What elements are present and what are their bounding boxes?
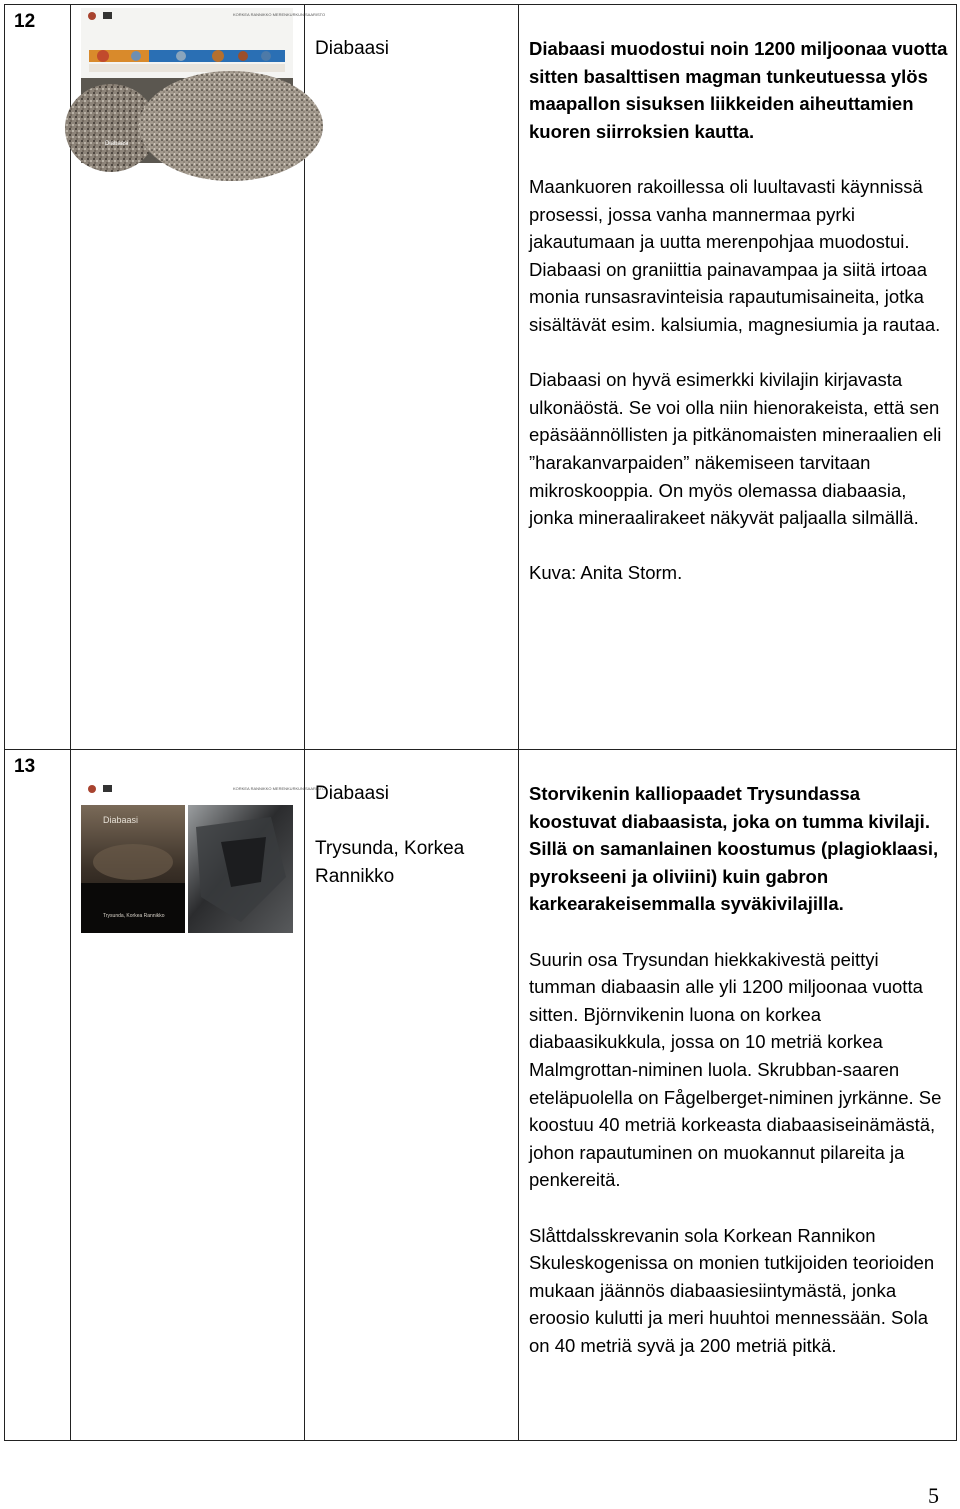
logo-icon	[88, 785, 96, 793]
content-table	[4, 4, 957, 1441]
description-paragraph: Slåttdalsskrevanin sola Korkean Rannikon Skuleskogenissa on monien tutkijoiden teorioiden mukaan jäännös diabaasiesiintymästä, jonka eroosio kulutti ja meri huuhtoi mennessään. Sola on 40 metriä syvä ja 200 metriä pitkä.	[529, 1224, 935, 1356]
slide-logo-text: KORKEA RANNIKKO MERENKURKUN SAARISTO	[233, 786, 326, 791]
diabase-slide-image	[81, 8, 326, 163]
photo-credit: Kuva: Anita Storm.	[529, 562, 683, 584]
description-paragraph: Maankuoren rakoillessa oli luultavasti käynnissä prosessi, jossa vanha mannermaa pyrki jakautumaan ja uutta merenpohjaa muodostui.	[529, 175, 923, 253]
title-cell	[305, 750, 519, 1441]
row-title: Diabaasi	[315, 783, 389, 804]
table-row	[5, 750, 957, 1441]
slide-thumbnail-cell	[71, 750, 326, 1441]
title-cell	[305, 5, 519, 750]
description-paragraph: Diabaasi on hyvä esimerkki kivilajin kirjavasta ulkonäöstä. Se voi olla niin hienorakeista, että sen epäsäännöllisten ja pitkänomaisten mineraalien eli ”harakanvarpaiden” näkemiseen tarvitaan mikroskooppia. On myös olemassa diabaasia, jonka mineraalirakeet näkyvät paljaalla silmällä.	[529, 369, 942, 529]
description-paragraph: Diabaasi on graniittia painavampaa ja siitä irtoaa monia runsasravinteisia rapautumisaineita, jotka sisältävät esim. kalsiumia, magnesiumia ja rautaa.	[529, 258, 941, 335]
slide-caption: Diabaasi	[103, 815, 139, 825]
row-number: 13	[5, 750, 71, 1441]
row-subtitle: Trysunda, Korkea Rannikko	[315, 838, 465, 887]
description-paragraph: Diabaasi muodostui noin 1200 miljoonaa vuotta sitten basalttisen magman tunkeutuessa ylös maapallon sisuksen liikkeiden aiheuttamien kuoren siirroksien kautta.	[529, 38, 948, 142]
slide-thumbnail-cell	[71, 5, 326, 750]
slide-thumbnail	[81, 786, 326, 933]
description-cell	[519, 5, 957, 750]
unesco-icon	[103, 12, 112, 19]
table-row	[5, 5, 957, 750]
slide-thumbnail	[81, 8, 326, 163]
slide-caption: Diabaasi	[105, 141, 129, 147]
unesco-icon	[103, 785, 112, 792]
description-paragraph: Suurin osa Trysundan hiekkakivestä peittyi tumman diabaasin alle yli 1200 miljoonaa vuotta sitten. Björnvikenin luona on korkea diabaasikukkula, jossa on 10 metriä korkea Malmgrottan-niminen luola. Skrubban-saaren eteläpuolella on Fågelberget-niminen jyrkänne. Se koostuu 40 metriä korkeasta diabaasiseinämästä, johon rapautuminen on muokannut pilareita ja penkereitä.	[529, 948, 942, 1191]
slide-place-caption: Trysunda, Korkea Rannikko	[103, 913, 165, 919]
row-title: Diabaasi	[315, 38, 389, 59]
page-number: 5	[928, 1483, 939, 1508]
trysunda-slide-image	[81, 786, 326, 933]
row-number: 12	[5, 5, 71, 750]
slide-logo-text: KORKEA RANNIKKO MERENKURKUN SAARISTO	[233, 12, 326, 17]
description-paragraph: Storvikenin kalliopaadet Trysundassa koostuvat diabaasista, joka on tumma kivilaji. Sillä on samanlainen koostumus (plagioklaasi, pyrokseeni ja oliviini) kuin gabron karkearakeisemmalla syväkivilajilla.	[529, 783, 939, 915]
logo-icon	[88, 12, 96, 20]
description-cell	[519, 750, 957, 1441]
